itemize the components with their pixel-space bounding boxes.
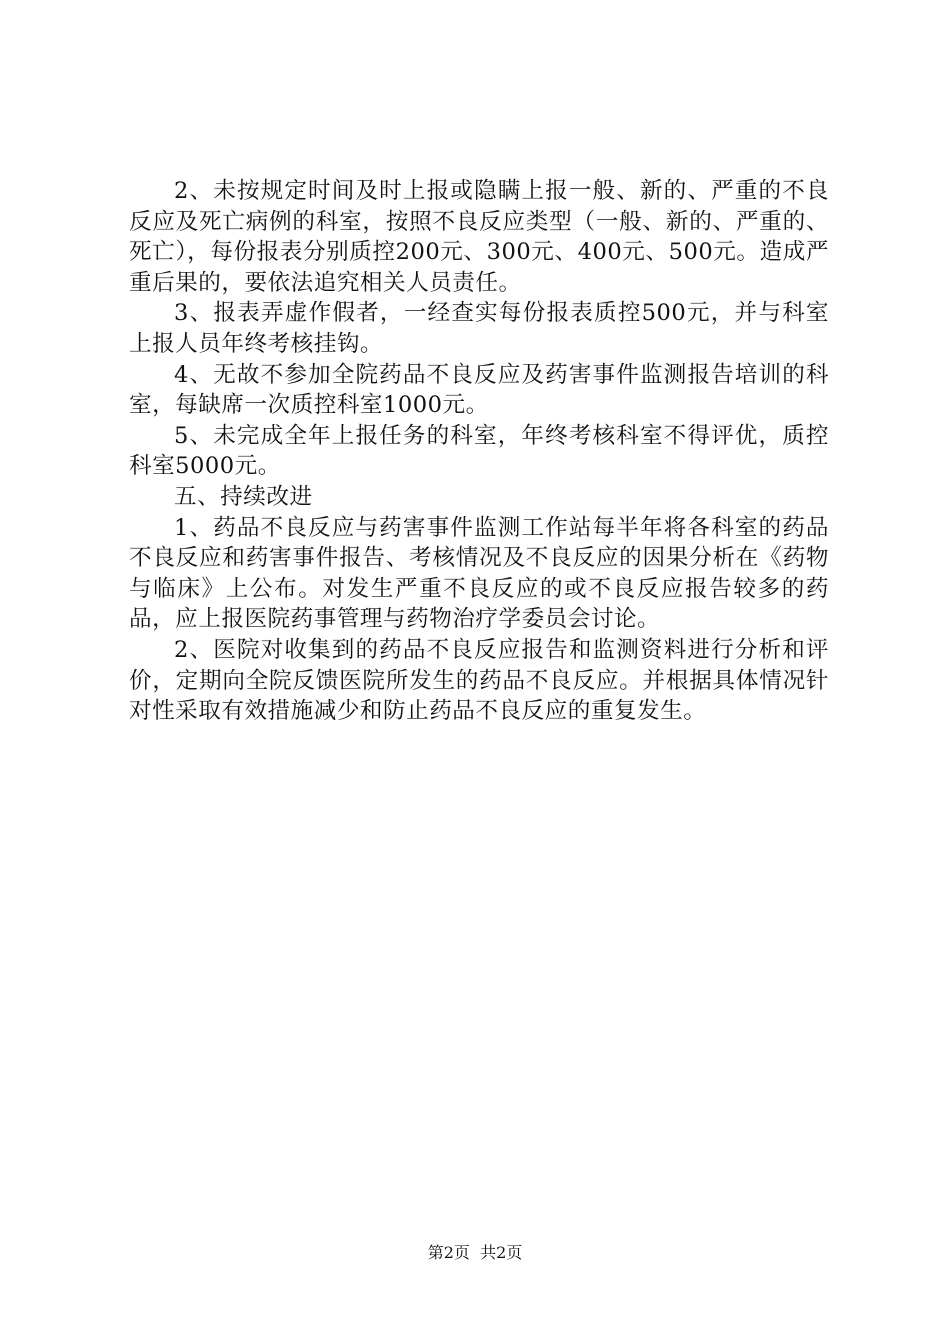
paragraph-semiannual-publication: 1、药品不良反应与药害事件监测工作站每半年将各科室的药品不良反应和药害事件报告、考核情况及不良反应的因果分析在《药物与临床》上公布。对发生严重不良反应的或不良反应报告较多的药品，应上报医院药事管理与药物治疗学委员会讨论。 [129,514,829,633]
document-body [129,176,829,727]
paragraph-annual-task-penalty: 5、未完成全年上报任务的科室，年终考核科室不得评优，质控科室5000元。 [129,422,829,480]
page-number-footer: 第2页 共2页 [427,1243,523,1262]
paragraph-report-delay-penalty: 2、未按规定时间及时上报或隐瞒上报一般、新的、严重的不良反应及死亡病例的科室，按照不良反应类型（一般、新的、严重的、死亡），每份报表分别质控200元、300元、400元、500元。造成严重后果的，要依法追究相关人员责任。 [129,178,829,296]
section-heading-continuous-improvement: 五、持续改进 [174,483,313,510]
paragraph-falsified-report-penalty: 3、报表弄虚作假者，一经查实每份报表质控500元，并与科室上报人员年终考核挂钩。 [129,300,829,357]
paragraph-analysis-feedback: 2、医院对收集到的药品不良反应报告和监测资料进行分析和评价，定期向全院反馈医院所发生的药品不良反应。并根据具体情况针对性采取有效措施减少和防止药品不良反应的重复发生。 [129,636,829,725]
paragraph-training-absence-penalty: 4、无故不参加全院药品不良反应及药害事件监测报告培训的科室，每缺席一次质控科室1000元。 [129,361,829,419]
